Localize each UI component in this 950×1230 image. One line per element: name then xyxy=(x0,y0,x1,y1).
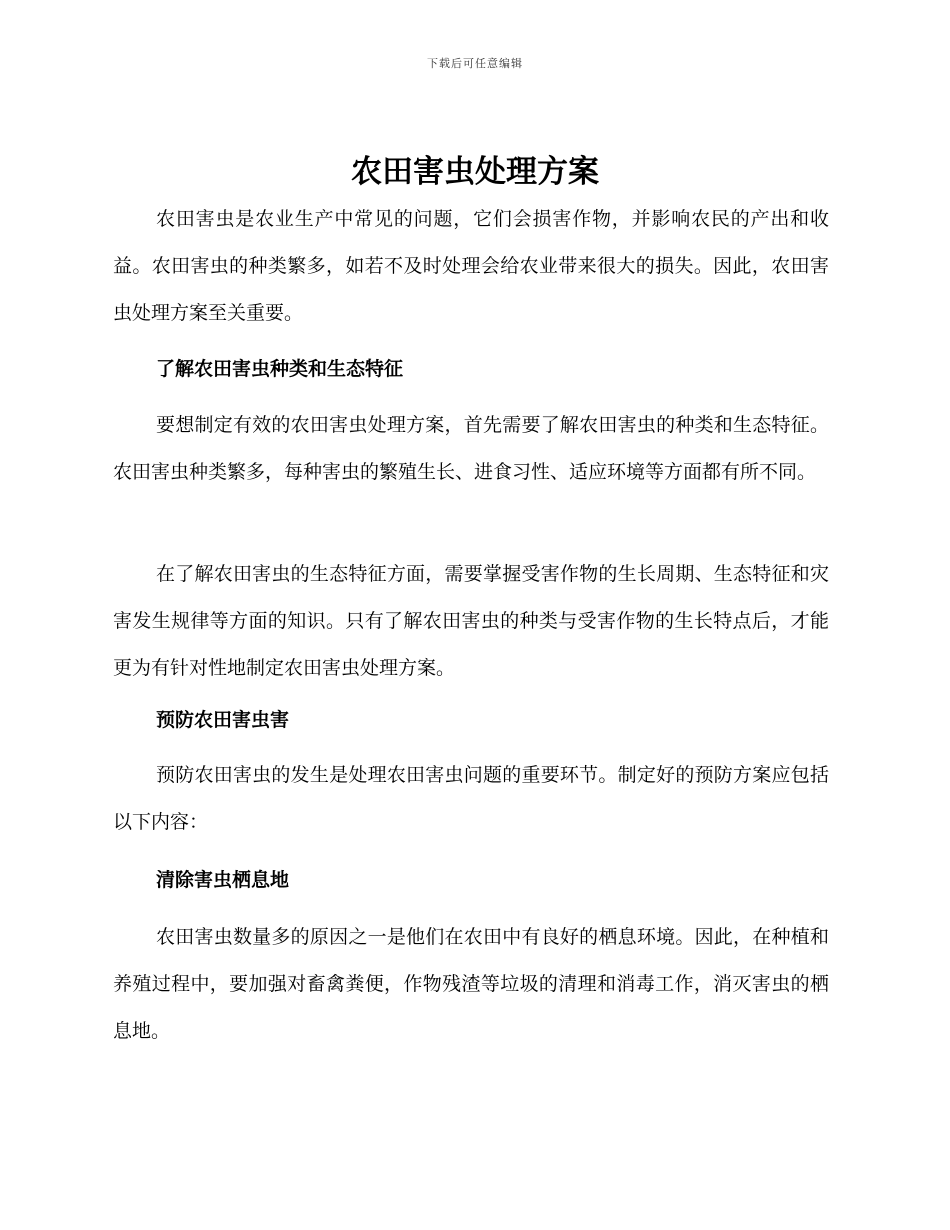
header-note: 下载后可任意编辑 xyxy=(427,57,523,70)
document-title: 农田害虫处理方案 xyxy=(351,154,599,190)
paragraph-prevention-1: 预防农田害虫的发生是处理农田害虫问题的重要环节。制定好的预防方案应包括以下内容： xyxy=(113,764,829,833)
section-heading-habitat: 清除害虫栖息地 xyxy=(156,869,290,891)
paragraph-species-1: 要想制定有效的农田害虫处理方案，首先需要了解农田害虫的种类和生态特征。农田害虫种类繁多，每种害虫的繁殖生长、进食习性、适应环境等方面都有所不同。 xyxy=(113,414,829,483)
paragraph-species-2: 在了解农田害虫的生态特征方面，需要掌握受害作物的生长周期、生态特征和灾害发生规律等方面的知识。只有了解农田害虫的种类与受害作物的生长特点后，才能更为有针对性地制定农田害虫处理方案。 xyxy=(113,563,829,679)
section-heading-prevention: 预防农田害虫害 xyxy=(156,709,290,731)
intro-paragraph: 农田害虫是农业生产中常见的问题，它们会损害作物，并影响农民的产出和收益。农田害虫的种类繁多，如若不及时处理会给农业带来很大的损失。因此，农田害虫处理方案至关重要。 xyxy=(113,208,829,324)
section-heading-species: 了解农田害虫种类和生态特征 xyxy=(156,358,404,380)
paragraph-habitat-1: 农田害虫数量多的原因之一是他们在农田中有良好的栖息环境。因此，在种植和养殖过程中，要加强对畜禽粪便，作物残渣等垃圾的清理和消毒工作，消灭害虫的栖息地。 xyxy=(113,926,829,1042)
